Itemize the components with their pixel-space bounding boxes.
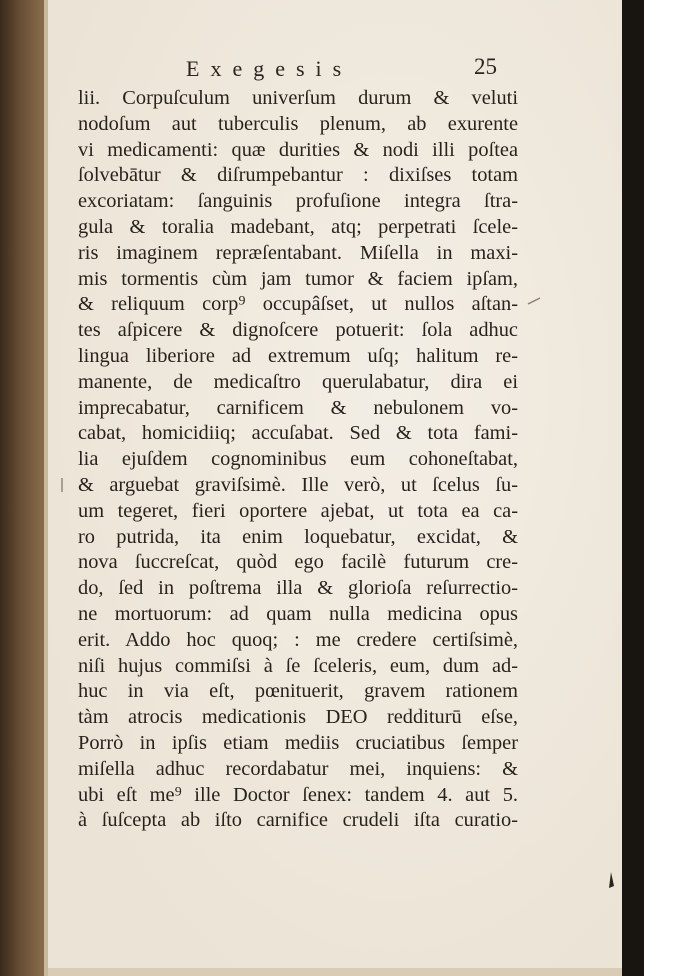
text-line: lingua liberiore ad extremum uſq; halitum re- — [78, 344, 518, 367]
text-line: à ſuſcepta ab iſto carnifice crudeli iſta curatio- — [78, 809, 518, 832]
text-line: mis tormentis cùm jam tumor & faciem ipſam, — [78, 267, 518, 290]
text-line: erit. Addo hoc quoq; : me credere certiſsimè, — [78, 628, 518, 651]
text-line: Porrò in ipſis etiam mediis cruciatibus ſemper — [78, 731, 518, 754]
text-line: ſolvebātur & diſrumpebantur : dixiſses totam — [78, 164, 518, 187]
text-line: ubi eſt me⁹ ille Doctor ſenex: tandem 4. aut 5. — [78, 783, 518, 806]
text-line: do, ſed in poſtrema illa & glorioſa reſurrectio- — [78, 577, 518, 600]
text-line: ris imaginem repræſentabant. Miſella in maxi- — [78, 241, 518, 264]
text-line: cabat, homicidiiq; accuſabat. Sed & tota fami- — [78, 422, 518, 445]
text-line: lii. Corpuſculum univerſum durum & veluti — [78, 87, 518, 109]
ink-speck — [609, 872, 614, 888]
text-line: nodoſum aut tuberculis plenum, ab exurente — [78, 112, 518, 135]
text-line: imprecabatur, carnificem & nebulonem vo- — [78, 396, 518, 419]
text-line: miſella adhuc recordabatur mei, inquiens: & — [78, 757, 518, 780]
text-line: ne mortuorum: ad quam nulla medicina opus — [78, 602, 518, 625]
text-line: lia ejuſdem cognominibus eum cohoneſtabat, — [78, 448, 518, 471]
text-line: ro putrida, ita enim loquebatur, excidat, & — [78, 525, 518, 548]
text-line: tàm atrocis medicationis DEO redditurū eſse, — [78, 706, 518, 729]
text-line: manente, de medicaſtro querulabatur, dira ei — [78, 370, 518, 393]
text-line: niſi hujus commiſsi à ſe ſceleris, eum, dum ad- — [78, 654, 518, 677]
paper-mark — [528, 298, 540, 304]
running-title: Exegesis — [186, 56, 353, 81]
text-line: um tegeret, fieri oportere ajebat, ut tota ea ca- — [78, 499, 518, 522]
text-line: vi medicamenti: quæ durities & nodi illi poſtea — [78, 138, 518, 161]
text-line: tes aſpicere & dignoſcere potuerit: ſola adhuc — [78, 319, 518, 342]
text-line: nova ſuccreſcat, quòd ego facilè futurum cre- — [78, 551, 518, 574]
text-line: excoriatam: ſanguinis profuſione integra ſtra- — [78, 190, 518, 213]
page-number: 25 — [474, 54, 497, 79]
text-line: & arguebat graviſsimè. Ille verò, ut ſcelus ſu- — [78, 473, 518, 496]
text-line: & reliquum corp⁹ occupâſset, ut nullos aſtan- — [78, 293, 518, 316]
running-head — [48, 56, 622, 86]
text-line: huc in via eſt, pœnituerit, gravem rationem — [78, 680, 518, 703]
text-line: gula & toralia madebant, atq; perpetrati ſcele- — [78, 215, 518, 238]
body-text — [78, 86, 518, 834]
